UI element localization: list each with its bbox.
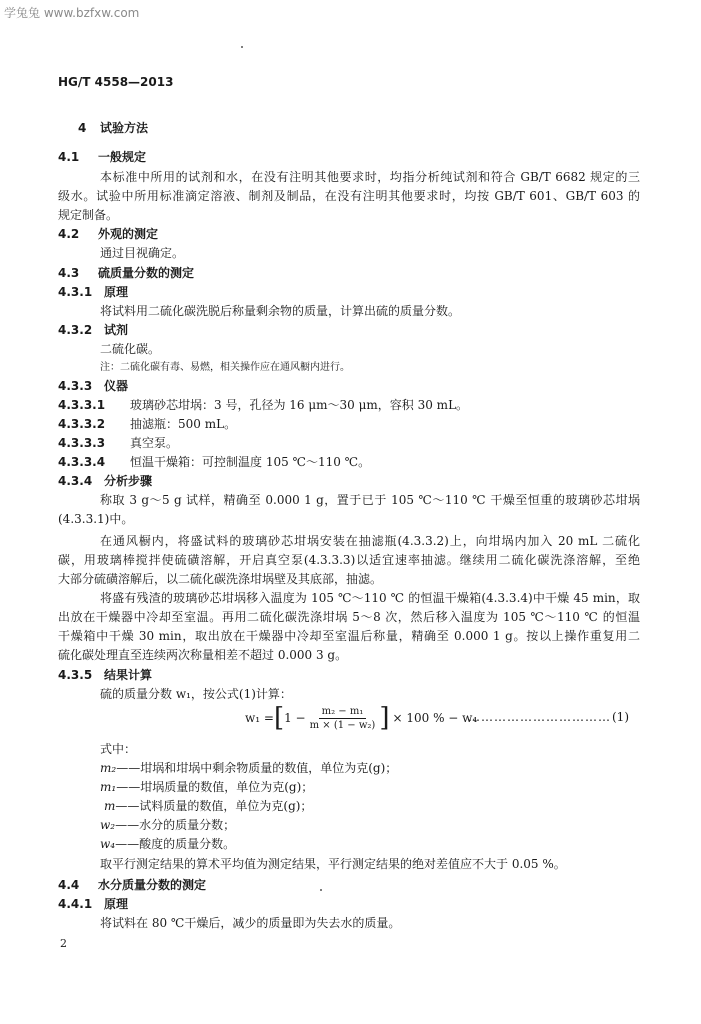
section-number: 4.3.1 xyxy=(58,285,93,299)
section-number: 4.3 xyxy=(58,266,80,280)
variable-symbol: m xyxy=(104,799,116,813)
section-title: 试剂 xyxy=(104,323,129,337)
variable-def xyxy=(100,778,313,795)
variable-text: ——水分的质量分数； xyxy=(115,818,236,832)
paragraph-line: 级水。试验中所用标准滴定溶液、制剂及制品，在没有注明其他要求时，均按 GB/T 601、GB/T 603 的 xyxy=(58,189,640,203)
variable-def xyxy=(104,797,312,814)
variable-symbol: w₄ xyxy=(100,837,116,851)
item-text: 真空泵。 xyxy=(130,436,179,450)
paragraph-line: 大部分硫磺溶解后，以二硫化碳洗涤坩埚壁及其底部，抽滤。 xyxy=(58,572,383,586)
paragraph-line: 本标准中所用的试剂和水，在没有注明其他要求时，均指分析纯试剂和符合 GB/T 6682 规定的三 xyxy=(100,170,640,184)
section-title: 外观的测定 xyxy=(98,227,159,241)
item-number: 4.3.3.4 xyxy=(58,455,106,469)
variable-def xyxy=(100,835,235,852)
variable-text: ——试料质量的数值，单位为克(g)； xyxy=(115,799,313,813)
paragraph-line: 规定制备。 xyxy=(58,208,119,222)
paragraph-line: 在通风橱内，将盛试料的玻璃砂芯坩埚安装在抽滤瓶(4.3.3.2)上，向坩埚内加入 20 mL 二硫化 xyxy=(100,534,640,548)
formula-one: 1 − xyxy=(284,711,306,725)
scan-speck xyxy=(241,46,243,48)
list-item xyxy=(58,434,178,451)
variable-symbol: m₁ xyxy=(100,780,117,794)
section-number: 4.3.4 xyxy=(58,474,93,488)
paragraph-line: 取平行测定结果的算术平均值为测定结果，平行测定结果的绝对差值应不大于 0.05 %。 xyxy=(100,857,566,871)
item-text: 恒温干燥箱：可控制温度 105 ℃～110 ℃。 xyxy=(130,455,371,469)
paragraph-line: 将试料用二硫化碳洗脱后称量剩余物的质量，计算出硫的质量分数。 xyxy=(100,304,461,318)
item-text: 玻璃砂芯坩埚：3 号，孔径为 16 μm～30 μm，容积 30 mL。 xyxy=(130,398,469,412)
paragraph-line: 将试料在 80 ℃干燥后，减少的质量即为失去水的质量。 xyxy=(100,916,401,930)
variable-def xyxy=(100,816,235,833)
paragraph-line: 出放在干燥器中冷却至室温。再用二硫化碳洗涤坩埚 5～8 次，然后移入温度为 105 ℃～110 ℃ 的恒温 xyxy=(58,610,640,624)
item-number: 4.3.3.1 xyxy=(58,398,106,412)
section-title: 一般规定 xyxy=(98,150,147,164)
section-number: 4.4.1 xyxy=(58,897,93,911)
variable-text: ——酸度的质量分数。 xyxy=(115,837,236,851)
section-number: 4.3.5 xyxy=(58,668,93,682)
paragraph-line: 将盛有残渣的玻璃砂芯坩埚移入温度为 105 ℃～110 ℃ 的恒温干燥箱(4.3.3.4)中干燥 45 min，取 xyxy=(100,591,640,605)
section-4-3-heading xyxy=(58,264,194,281)
formula-1 xyxy=(245,705,477,731)
section-title: 结果计算 xyxy=(104,668,153,682)
left-bracket: [ xyxy=(273,703,285,733)
standard-code-header: HG/T 4558—2013 xyxy=(58,75,174,89)
list-item xyxy=(58,453,370,470)
section-4-1-heading xyxy=(58,148,146,165)
section-number: 4.3.3 xyxy=(58,379,93,393)
variable-def xyxy=(100,759,397,776)
where-label: 式中： xyxy=(100,742,137,756)
section-4-2-heading xyxy=(58,225,158,242)
list-item xyxy=(58,396,468,413)
section-4-3-5-heading xyxy=(58,666,152,683)
variable-text: ——坩埚质量的数值，单位为克(g)； xyxy=(116,780,314,794)
item-number: 4.3.3.2 xyxy=(58,417,106,431)
fraction-denominator: m × (1 − w₂) xyxy=(309,719,376,731)
leader-dots: …………………………… xyxy=(468,710,611,724)
section-title: 水分质量分数的测定 xyxy=(98,878,207,892)
section-title: 仪器 xyxy=(104,379,129,393)
variable-text: ——坩埚和坩埚中剩余物质量的数值，单位为克(g)； xyxy=(116,761,398,775)
section-4-3-3-heading xyxy=(58,377,128,394)
section-4-3-2-heading xyxy=(58,321,128,338)
section-number: 4.2 xyxy=(58,227,80,241)
section-title: 试验方法 xyxy=(100,121,149,135)
paragraph-line: 碳，用玻璃棒搅拌使硫磺溶解，开启真空泵(4.3.3.3)以适宜速率抽滤。继续用二硫化碳洗涤溶解，至绝 xyxy=(58,553,640,567)
section-number: 4.4 xyxy=(58,878,80,892)
section-title: 原理 xyxy=(104,897,129,911)
equation-number: (1) xyxy=(612,710,629,724)
paragraph-line: 二硫化碳。 xyxy=(100,342,161,356)
section-4-4-heading xyxy=(58,876,206,893)
right-bracket: ] xyxy=(379,703,390,733)
section-number: 4.3.2 xyxy=(58,323,93,337)
paragraph-line: 称取 3 g～5 g 试样，精确至 0.000 1 g，置于已于 105 ℃～110 ℃ 干燥至恒重的玻璃砂芯坩埚 xyxy=(100,493,640,507)
variable-symbol: m₂ xyxy=(100,761,117,775)
list-item xyxy=(58,415,236,432)
section-4-4-1-heading xyxy=(58,895,128,912)
section-number: 4 xyxy=(78,121,87,135)
paragraph-line: (4.3.3.1)中。 xyxy=(58,512,134,526)
item-number: 4.3.3.3 xyxy=(58,436,106,450)
section-title: 硫质量分数的测定 xyxy=(98,266,195,280)
fraction xyxy=(310,706,376,731)
section-4-3-4-heading xyxy=(58,472,152,489)
paragraph-line: 硫化碳处理直至连续两次称量相差不超过 0.000 3 g。 xyxy=(58,648,348,662)
section-title: 分析步骤 xyxy=(104,474,153,488)
section-number: 4.1 xyxy=(58,150,80,164)
section-4-3-1-heading xyxy=(58,283,128,300)
variable-symbol: w₂ xyxy=(100,818,116,832)
scan-speck xyxy=(320,889,322,891)
formula-rest: × 100 % − w₄ xyxy=(392,711,478,725)
section-4-heading xyxy=(78,119,148,136)
fraction-numerator: m₂ − m₁ xyxy=(319,706,367,719)
paragraph-line: 干燥箱中干燥 30 min，取出放在干燥器中冷却至室温后称量，精确至 0.000 1 g。按以上操作重复用二 xyxy=(58,629,640,643)
page-number: 2 xyxy=(60,937,67,950)
note: 注：二硫化碳有毒、易燃，相关操作应在通风橱内进行。 xyxy=(100,362,350,373)
section-title: 原理 xyxy=(104,285,129,299)
paragraph-line: 通过目视确定。 xyxy=(100,246,185,260)
watermark: 学兔兔 www.bzfxw.com xyxy=(4,6,140,20)
item-text: 抽滤瓶：500 mL。 xyxy=(130,417,237,431)
paragraph-line: 硫的质量分数 w₁，按公式(1)计算： xyxy=(100,687,292,701)
formula-lhs: w₁ = xyxy=(245,711,274,725)
